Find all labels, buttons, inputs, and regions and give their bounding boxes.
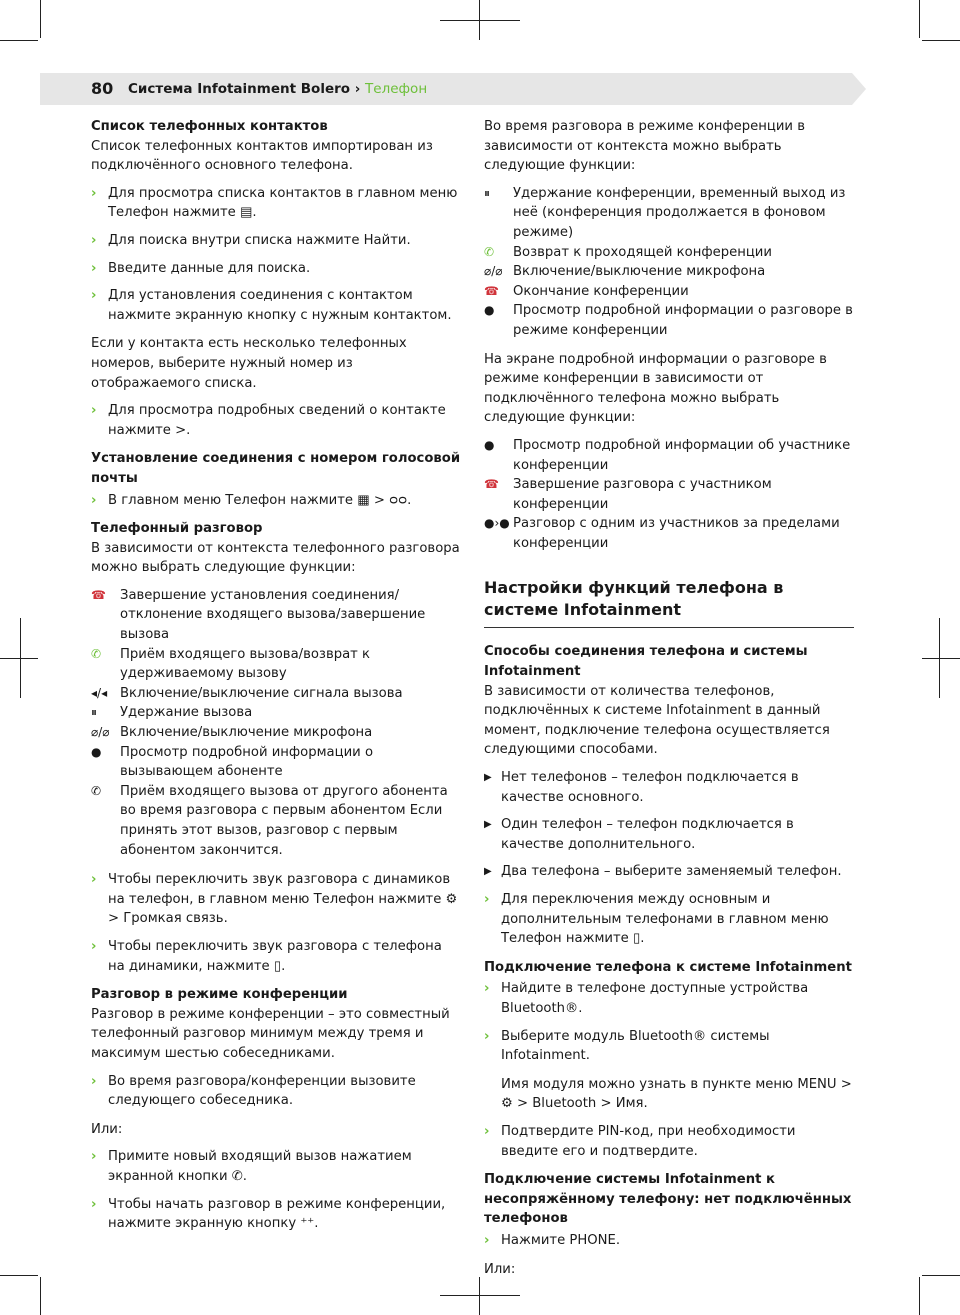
list-item: › Подтвердите PIN-код, при необходимости введите его и подтвердите. [484,1123,796,1159]
breadcrumb-separator: › [354,81,361,97]
function-row: ✆ Приём входящего вызова/возврат к удерживаемому вызову [91,646,371,682]
microphone-icon: ⌀/⌀ [484,264,503,279]
voicemail-title: Установление соединения с номером голосовой почты [91,451,461,486]
detail-intro: На экране подробной информации о разговоре в режиме конференции в зависимости от подключённого телефона можно выбрать следующие функции: [484,351,827,426]
hold-icon: ⏸ [91,705,98,720]
crop-mark [440,1295,520,1296]
conference-intro: Во время разговора в режиме конференции в зависимости от контекста можно выбрать следующие функции: [484,119,805,174]
crop-mark [0,658,38,659]
list-item: ▶ Нет телефонов – телефон подключается в качестве основного. [484,770,799,805]
accept-call-icon: ✆ [484,244,495,259]
breadcrumb-current: Телефон [365,81,428,97]
function-row: ● Просмотр подробной информации о вызывающем абоненте [91,744,374,780]
crop-mark [0,1275,38,1276]
conference-title: Разговор в режиме конференции [91,987,348,1003]
hold-icon: ⏸ [484,185,491,200]
crop-mark [939,618,940,698]
hangup-icon: ☎ [91,587,106,602]
function-row: ✆ Приём входящего вызова от другого абонента во время разговора с первым абонентом Если принять этот вызов, разговор с первым абонентом закончится. [91,783,448,858]
function-row: ✆ Возврат к проходящей конференции [484,244,772,260]
crop-mark [919,0,920,38]
second-call-icon: ✆ [91,783,102,798]
ringer-icon: ◂/◂ [91,685,108,700]
module-name-hint: Имя модуля можно узнать в пункте меню MENU > ⚙ > Bluetooth > Имя. [501,1076,852,1112]
function-row: ● Просмотр подробной информации об участнике конференции [484,437,851,473]
crop-mark [479,0,480,40]
breadcrumb-main: Система Infotainment Bolero [128,81,351,97]
or-text: Или: [484,1261,516,1277]
crop-mark [479,1277,480,1315]
breadcrumb [128,81,427,97]
header-arrow [852,73,866,105]
list-item: ▶ Два телефона – выберите заменяемый телефон. [484,864,842,880]
list-item: › Примите новый входящий вызов нажатием экранной кнопки ✆. [91,1149,412,1184]
accept-call-icon: ✆ [91,646,102,661]
list-item: › Для поиска внутри списка нажмите Найти. [91,232,411,248]
person-icon: ● [91,744,102,759]
private-talk-icon: ●›● [484,516,510,531]
list-item: › Во время разговора/конференции вызовите следующего собеседника. [91,1073,416,1109]
list-item: › Найдите в телефоне доступные устройства Bluetooth®. [484,981,809,1016]
list-item: › Введите данные для поиска. [91,260,311,276]
function-row: ⏸ Удержание конференции, временный выход из неё (конференция продолжается в фоновом режиме) [484,185,846,240]
function-row: ◂/◂ Включение/выключение сигнала вызова [91,685,403,701]
contacts-title: Список телефонных контактов [91,119,328,134]
function-row: ⌀/⌀ Включение/выключение микрофона [484,264,766,280]
list-item: › Для переключения между основным и дополнительным телефонами в главном меню Телефон нажмите ▯. [484,892,829,947]
conference-body: Разговор в режиме конференции – это совместный телефонный разговор минимум между тремя и максимум шестью собеседниками. [91,1006,450,1061]
ways-body: В зависимости от количества телефонов, подключённых к системе Infotainment в данный момент, подключение телефона осуществляется следующими способами. [484,683,830,758]
paragraph: Если у контакта есть несколько телефонных номеров, выберите нужный номер из отображаемого списка. [91,336,407,391]
list-item: › Чтобы начать разговор в режиме конференции, нажмите экранную кнопку ⁺⁺. [91,1196,446,1232]
function-row: ☎ Завершение разговора с участником конференции [484,477,772,512]
or-text: Или: [91,1121,123,1137]
connect-title: Подключение телефона к системе Infotainment [484,959,852,975]
person-icon: ● [484,437,495,452]
crop-mark [20,618,21,698]
list-item: › Для установления соединения с контактом нажмите экранную кнопку с нужным контактом. [91,288,452,323]
function-row: ●›● Разговор с одним из участников за пределами конференции [484,516,840,551]
function-row: ● Просмотр подробной информации о разговоре в режиме конференции [484,303,853,338]
settings-title: Настройки функций телефона в системе Infotainment [484,577,854,628]
crop-mark [40,1277,41,1315]
hangup-icon: ☎ [484,477,499,492]
list-item: › Нажмите PHONE. [484,1232,621,1248]
right-column [484,117,854,1279]
page-number: 80 [91,79,114,98]
crop-mark [922,658,960,659]
list-item: › В главном меню Телефон нажмите ▦ > ᴑᴑ. [91,492,412,508]
person-icon: ● [484,303,495,318]
crop-mark [0,40,38,41]
list-item: ▶ Один телефон – телефон подключается в качестве дополнительного. [484,817,794,852]
list-item: › Выберите модуль Bluetooth® системы Infotainment. [484,1028,770,1064]
list-item: › Для просмотра подробных сведений о контакте нажмите >. [91,403,446,438]
function-row: ⏸ Удержание вызова [91,705,253,721]
ways-title: Способы соединения телефона и системы Infotainment [484,644,808,680]
hangup-icon: ☎ [484,283,499,298]
crop-mark [440,20,520,21]
call-title: Телефонный разговор [91,521,263,537]
noconn-title: Подключение системы Infotainment к несопряжённому телефону: нет подключённых телефонов [484,1172,852,1227]
list-item: › Чтобы переключить звук разговора с телефона на динамики, нажмите ▯. [91,938,442,974]
crop-mark [919,1277,920,1315]
left-column [91,117,461,1234]
list-item: › Чтобы переключить звук разговора с динамиков на телефон, в главном меню Телефон нажмите ⚙ > Громкая связь. [91,872,458,927]
crop-mark [922,1275,960,1276]
crop-mark [922,40,960,41]
microphone-icon: ⌀/⌀ [91,725,110,740]
list-item: › Для просмотра списка контактов в главном меню Телефон нажмите ▤. [91,185,458,221]
call-body: В зависимости от контекста телефонного разговора можно выбрать следующие функции: [91,540,460,576]
function-row: ⌀/⌀ Включение/выключение микрофона [91,725,373,741]
contacts-body: Список телефонных контактов импортирован из подключённого основного телефона. [91,138,433,174]
crop-mark [40,0,41,38]
function-row: ☎ Завершение установления соединения/отклонение входящего вызова/завершение вызова [91,587,426,643]
function-row: ☎ Окончание конференции [484,283,689,299]
